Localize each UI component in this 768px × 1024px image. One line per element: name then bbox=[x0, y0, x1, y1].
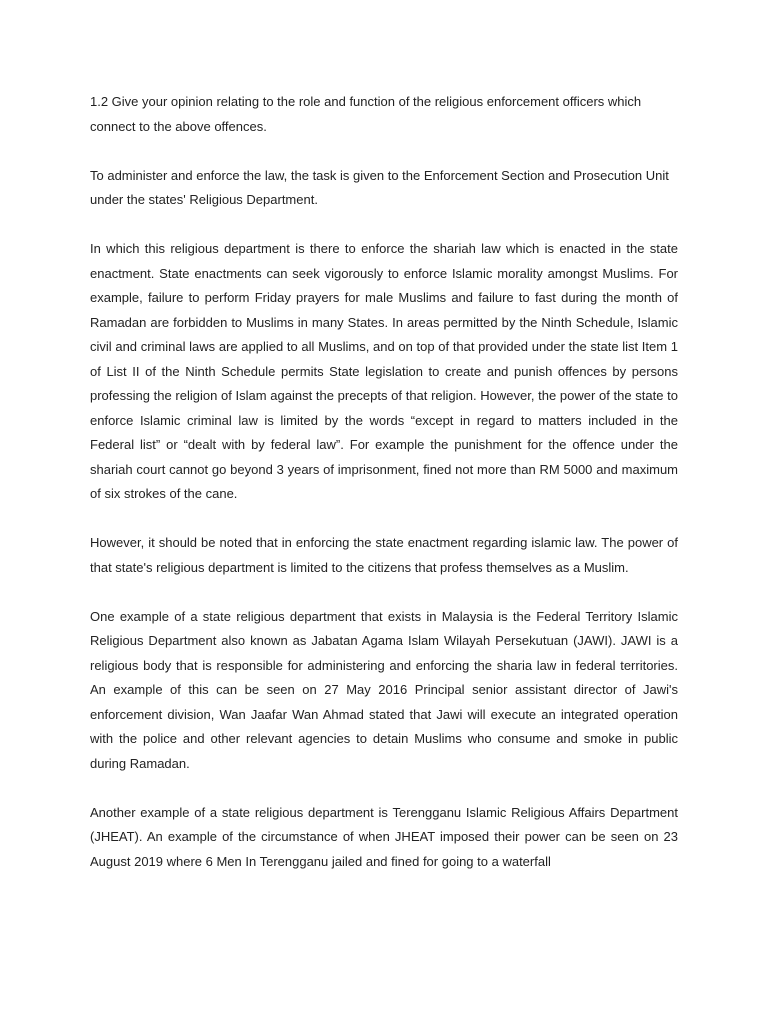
question-paragraph: 1.2 Give your opinion relating to the role and function of the religious enforcement officers which connect to the above offences. bbox=[90, 94, 642, 134]
paragraph-jheat-example: Another example of a state religious department is Terengganu Islamic Religious Affairs Department (JHEAT). An example of the circumstance of when JHEAT imposed their power can be seen on 23 August 2019 where 6 Men In Terengganu jailed and fined for going to a waterfall bbox=[90, 804, 678, 869]
paragraph-administer-law: To administer and enforce the law, the task is given to the Enforcement Section and Prosecution Unit under the states' Religious Department. bbox=[90, 167, 669, 207]
paragraph-shariah-enforcement: In which this religious department is there to enforce the shariah law which is enacted in the state enactment. State enactments can seek vigorously to enforce Islamic morality amongst Muslims. For example, failure to perform Friday prayers for male Muslims and failure to fast during the month of Ramadan are forbidden to Muslims in many States. In areas permitted by the Ninth Schedule, Islamic civil and criminal laws are applied to all Muslims, and on top of that provided under the state list Item 1 of List II of the Ninth Schedule permits State legislation to create and punish offences by persons professing the religion of Islam against the precepts of that religion. However, the power of the state to enforce Islamic criminal law is limited by the words “except in regard to matters included in the Federal list” or “dealt with by federal law”. For example the punishment for the offence under the shariah court cannot go beyond 3 years of imprisonment, fined not more than RM 5000 and maximum of six strokes of the cane. bbox=[90, 241, 678, 501]
paragraph-jawi-example: One example of a state religious department that exists in Malaysia is the Federal Territory Islamic Religious Department also known as Jabatan Agama Islam Wilayah Persekutuan (JAWI). JAWI is a religious body that is responsible for administering and enforcing the sharia law in federal territories. An example of this can be seen on 27 May 2016 Principal senior assistant director of Jawi's enforcement division, Wan Jaafar Wan Ahmad stated that Jawi will execute an integrated operation with the police and other relevant agencies to detain Muslims who consume and smoke in public during Ramadan. bbox=[90, 608, 678, 771]
document-body bbox=[90, 90, 678, 899]
paragraph-power-limitation: However, it should be noted that in enforcing the state enactment regarding islamic law. The power of that state's religious department is limited to the citizens that profess themselves as a Muslim. bbox=[90, 535, 678, 575]
